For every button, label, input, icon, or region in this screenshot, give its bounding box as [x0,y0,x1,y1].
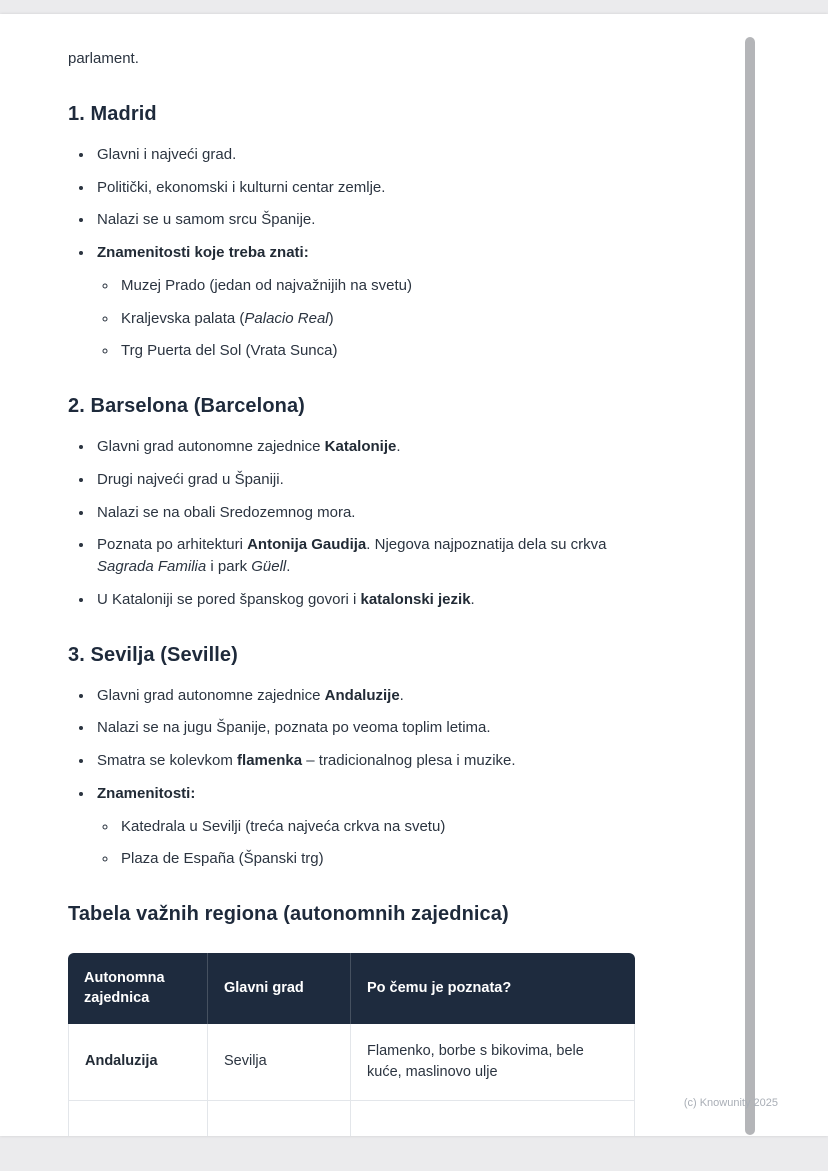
text-segment: flamenka [237,752,303,769]
table-header-city: Glavni grad [208,953,351,1024]
text-segment: Trg Puerta del Sol (Vrata Sunca) [121,342,338,360]
table-cell-city [208,1101,351,1136]
list-item [94,589,636,611]
table-cell-city: Sevilja [208,1024,351,1101]
text-segment: – tradicionalnog plesa i muzike. [302,752,516,769]
list-item [94,144,636,166]
table-wrapper [68,953,636,1136]
table-cell-region [68,1101,208,1136]
list-item [94,242,636,362]
bullet-list [68,685,636,871]
list-item [118,308,636,330]
list-item [118,816,636,838]
text-segment: . [470,590,475,608]
text-segment: Glavni grad autonomne zajednice [97,686,325,704]
list-item [94,717,636,739]
table-row [68,1101,635,1136]
text-segment: Poznata po arhitekturi [97,536,248,554]
text-segment: Katalonije [324,438,397,455]
bullet-list [68,436,636,611]
list-item [94,783,636,870]
text-segment: Sagrada Familia [97,558,207,575]
text-segment: Kraljevska palata ( [121,309,245,327]
table-cell-region: Andaluzija [68,1024,208,1101]
text-segment: Antonija Gaudija [247,536,367,554]
list-item [94,750,636,772]
section-madrid [68,100,636,362]
text-segment: i park [206,558,252,575]
section-sevilja [68,641,636,871]
document-content [0,14,828,1136]
table-cell-known-for: Flamenko, borbe s bikovima, bele kuće, maslinovo ulje [351,1024,635,1101]
text-segment: Andaluzije [324,686,400,704]
list-item [94,469,636,491]
text-segment: ) [328,309,334,327]
text-segment: Muzej Prado (jedan od najvažnijih na svetu) [121,276,412,294]
section-heading: 3. Sevilja (Seville) [68,643,238,666]
list-item [94,436,636,458]
bullet-list [68,144,636,362]
list-item [94,685,636,707]
watermark: (c) Knowunity 2025 [683,1097,778,1109]
list-item [94,502,636,524]
text-segment: . [399,686,404,704]
table-section-heading: Tabela važnih regiona (autonomnih zajednica) [68,903,509,925]
leading-paragraph: parlament. [68,50,139,67]
regions-table [68,953,635,1136]
text-segment: Nalazi se na jugu Španije, poznata po veoma toplim letima. [97,719,491,737]
document-page [0,14,828,1136]
text-segment: Glavni i najveći grad. [97,145,237,163]
list-item [118,848,636,870]
list-item [118,275,636,297]
table-header-row [68,953,635,1024]
list-item [94,209,636,231]
text-segment: Katedrala u Sevilji (treća najveća crkva na svetu) [121,817,446,835]
sub-list [97,816,636,871]
text-segment: Güell [251,558,287,575]
section-heading: 1. Madrid [68,102,157,125]
list-item [94,177,636,199]
list-item [94,534,636,578]
text-segment: . [396,438,401,455]
table-header-known-for: Po čemu je poznata? [351,953,635,1024]
table-cell-known-for [351,1101,635,1136]
text-segment: Palacio Real [244,309,329,327]
section-heading: 2. Barselona (Barcelona) [68,395,305,417]
text-segment: Znamenitosti koje treba znati: [97,244,309,261]
scrollbar-thumb[interactable] [745,37,755,1135]
table-row [68,1024,635,1101]
text-segment: Glavni grad autonomne zajednice [97,438,325,455]
text-segment: Smatra se kolevkom [97,752,238,769]
text-segment: . [286,558,291,575]
table-header-region: Autonomna zajednica [68,953,208,1024]
text-segment: Znamenitosti: [97,784,196,802]
text-segment: Nalazi se u samom srcu Španije. [97,211,316,229]
text-segment: katalonski jezik [360,590,471,608]
list-item [118,340,636,362]
sub-list [97,275,636,362]
text-segment: . Njegova najpoznatija dela su crkva [366,536,607,554]
text-segment: Politički, ekonomski i kulturni centar zemlje. [97,178,386,196]
table-body [68,1024,635,1136]
text-segment: U Kataloniji se pored španskog govori i [97,590,361,608]
text-segment: Plaza de España (Španski trg) [121,850,324,868]
section-barselona [68,392,636,611]
section-regions-table [68,900,636,1136]
text-segment: Nalazi se na obali Sredozemnog mora. [97,503,356,521]
text-segment: Drugi najveći grad u Španiji. [97,470,284,488]
